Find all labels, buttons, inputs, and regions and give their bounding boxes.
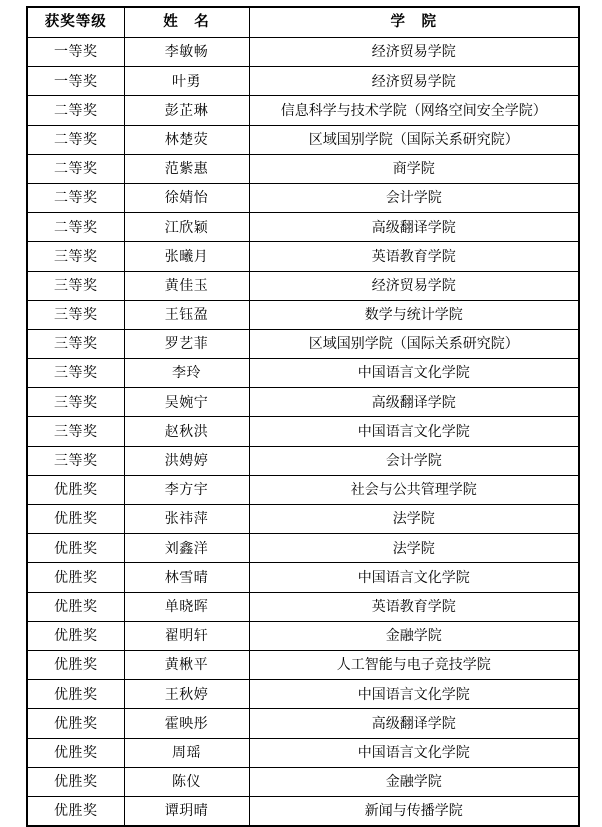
cell-grade: 三等奖 [27, 417, 124, 446]
table-row [27, 388, 579, 417]
cell-name: 罗艺菲 [124, 329, 249, 358]
cell-name: 翟明轩 [124, 621, 249, 650]
table-row [27, 154, 579, 183]
cell-grade: 二等奖 [27, 154, 124, 183]
cell-grade: 优胜奖 [27, 738, 124, 767]
column-header-college: 学 院 [249, 7, 579, 38]
cell-name: 赵秋洪 [124, 417, 249, 446]
cell-name: 张祎萍 [124, 505, 249, 534]
cell-grade: 一等奖 [27, 67, 124, 96]
cell-name: 单晓晖 [124, 592, 249, 621]
table-row [27, 621, 579, 650]
cell-name: 谭玥晴 [124, 796, 249, 826]
cell-name: 林楚荧 [124, 125, 249, 154]
cell-name: 张曦月 [124, 242, 249, 271]
table-row [27, 680, 579, 709]
cell-grade: 优胜奖 [27, 767, 124, 796]
cell-name: 彭芷琳 [124, 96, 249, 125]
table-row [27, 475, 579, 504]
cell-college: 商学院 [249, 154, 579, 183]
cell-college: 经济贸易学院 [249, 67, 579, 96]
column-header-grade: 获奖等级 [27, 7, 124, 38]
cell-college: 中国语言文化学院 [249, 680, 579, 709]
cell-college: 新闻与传播学院 [249, 796, 579, 826]
cell-college: 经济贸易学院 [249, 271, 579, 300]
cell-name: 范紫惠 [124, 154, 249, 183]
cell-name: 李方宇 [124, 475, 249, 504]
cell-college: 区域国别学院（国际关系研究院） [249, 125, 579, 154]
cell-name: 吴婉宁 [124, 388, 249, 417]
cell-grade: 优胜奖 [27, 680, 124, 709]
cell-college: 法学院 [249, 505, 579, 534]
cell-name: 王秋婷 [124, 680, 249, 709]
table-row [27, 650, 579, 679]
cell-college: 社会与公共管理学院 [249, 475, 579, 504]
table-row [27, 592, 579, 621]
cell-name: 叶勇 [124, 67, 249, 96]
cell-grade: 优胜奖 [27, 563, 124, 592]
cell-college: 金融学院 [249, 767, 579, 796]
cell-grade: 优胜奖 [27, 709, 124, 738]
cell-grade: 三等奖 [27, 271, 124, 300]
table-row [27, 534, 579, 563]
cell-name: 徐婧怡 [124, 183, 249, 212]
cell-grade: 优胜奖 [27, 621, 124, 650]
cell-college: 法学院 [249, 534, 579, 563]
cell-grade: 优胜奖 [27, 650, 124, 679]
table-row [27, 767, 579, 796]
table-row [27, 563, 579, 592]
cell-college: 数学与统计学院 [249, 300, 579, 329]
cell-college: 金融学院 [249, 621, 579, 650]
table-row [27, 300, 579, 329]
cell-grade: 三等奖 [27, 300, 124, 329]
cell-grade: 优胜奖 [27, 592, 124, 621]
cell-college: 英语教育学院 [249, 592, 579, 621]
cell-grade: 三等奖 [27, 329, 124, 358]
table-row [27, 38, 579, 67]
cell-name: 黄佳玉 [124, 271, 249, 300]
cell-college: 英语教育学院 [249, 242, 579, 271]
table-row [27, 67, 579, 96]
table-row [27, 242, 579, 271]
table-row [27, 446, 579, 475]
table-header [27, 7, 579, 38]
cell-grade: 优胜奖 [27, 534, 124, 563]
table-header-row [27, 7, 579, 38]
cell-grade: 优胜奖 [27, 505, 124, 534]
column-header-name: 姓 名 [124, 7, 249, 38]
cell-college: 会计学院 [249, 446, 579, 475]
award-list-table [26, 6, 580, 827]
cell-name: 周瑶 [124, 738, 249, 767]
cell-name: 洪娉婷 [124, 446, 249, 475]
cell-grade: 三等奖 [27, 388, 124, 417]
cell-grade: 三等奖 [27, 359, 124, 388]
table-row [27, 183, 579, 212]
cell-grade: 优胜奖 [27, 796, 124, 826]
cell-name: 陈仪 [124, 767, 249, 796]
table-row [27, 709, 579, 738]
cell-college: 中国语言文化学院 [249, 417, 579, 446]
cell-name: 林雪晴 [124, 563, 249, 592]
cell-name: 刘鑫洋 [124, 534, 249, 563]
cell-college: 人工智能与电子竞技学院 [249, 650, 579, 679]
table-row [27, 125, 579, 154]
cell-college: 高级翻译学院 [249, 709, 579, 738]
cell-grade: 一等奖 [27, 38, 124, 67]
cell-grade: 二等奖 [27, 125, 124, 154]
cell-name: 黄楸平 [124, 650, 249, 679]
cell-college: 中国语言文化学院 [249, 563, 579, 592]
cell-grade: 三等奖 [27, 446, 124, 475]
table-row [27, 213, 579, 242]
cell-grade: 二等奖 [27, 183, 124, 212]
table-row [27, 96, 579, 125]
cell-name: 李玲 [124, 359, 249, 388]
cell-grade: 二等奖 [27, 96, 124, 125]
table-body [27, 38, 579, 827]
table-row [27, 271, 579, 300]
table-row [27, 738, 579, 767]
cell-grade: 二等奖 [27, 213, 124, 242]
table-row [27, 329, 579, 358]
table-row [27, 359, 579, 388]
cell-name: 王钰盈 [124, 300, 249, 329]
table-row [27, 796, 579, 826]
cell-name: 李敏畅 [124, 38, 249, 67]
cell-college: 信息科学与技术学院（网络空间安全学院） [249, 96, 579, 125]
table-row [27, 505, 579, 534]
cell-college: 中国语言文化学院 [249, 738, 579, 767]
cell-grade: 优胜奖 [27, 475, 124, 504]
cell-college: 高级翻译学院 [249, 213, 579, 242]
cell-college: 高级翻译学院 [249, 388, 579, 417]
table-row [27, 417, 579, 446]
cell-college: 区域国别学院（国际关系研究院） [249, 329, 579, 358]
cell-college: 会计学院 [249, 183, 579, 212]
cell-grade: 三等奖 [27, 242, 124, 271]
cell-college: 经济贸易学院 [249, 38, 579, 67]
cell-name: 霍映彤 [124, 709, 249, 738]
cell-college: 中国语言文化学院 [249, 359, 579, 388]
cell-name: 江欣颖 [124, 213, 249, 242]
